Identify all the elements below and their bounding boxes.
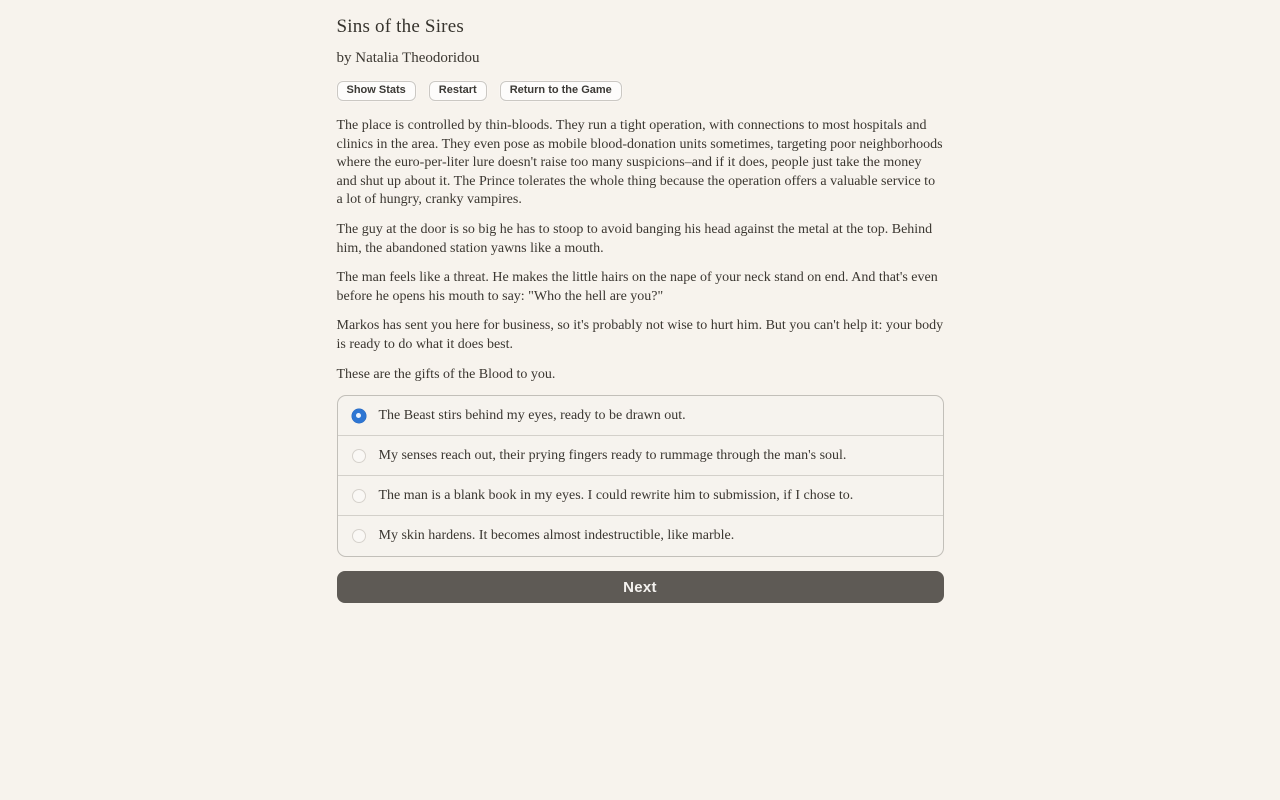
radio-button-icon[interactable] bbox=[352, 409, 366, 423]
radio-button-icon[interactable] bbox=[352, 489, 366, 503]
return-to-game-button[interactable]: Return to the Game bbox=[500, 81, 622, 101]
radio-button-icon[interactable] bbox=[352, 529, 366, 543]
restart-button[interactable]: Restart bbox=[429, 81, 487, 101]
story-paragraph: Markos has sent you here for business, so it's probably not wise to hurt him. But you can't help it: your body is ready to do what it does best. bbox=[336, 318, 944, 352]
story-paragraph: The man feels like a threat. He makes the little hairs on the nape of your neck stand on end. And that's even before he opens his mouth to say: "Who the hell are you?" bbox=[336, 270, 938, 304]
game-title: Sins of the Sires bbox=[336, 16, 464, 37]
choice-label: The Beast stirs behind my eyes, ready to be drawn out. bbox=[378, 407, 686, 423]
story-paragraph: The guy at the door is so big he has to stoop to avoid banging his head against the metal at the top. Behind him, the abandoned station yawns like a mouth. bbox=[336, 221, 933, 256]
story-text bbox=[337, 117, 944, 384]
choice-option[interactable] bbox=[338, 476, 943, 516]
choice-option[interactable] bbox=[338, 436, 943, 476]
choice-option[interactable] bbox=[338, 516, 943, 556]
game-page bbox=[337, 0, 944, 603]
radio-button-icon[interactable] bbox=[352, 449, 366, 463]
story-paragraph: These are the gifts of the Blood to you. bbox=[336, 366, 556, 382]
show-stats-button[interactable]: Show Stats bbox=[337, 81, 416, 101]
choice-label: My skin hardens. It becomes almost indestructible, like marble. bbox=[378, 528, 735, 544]
game-author: by Natalia Theodoridou bbox=[336, 50, 480, 66]
story-paragraph: The place is controlled by thin-bloods. They run a tight operation, with connections to most hospitals and clinics in the area. They even pose as mobile blood-donation units sometimes, targeting poor neighborhoods where the euro-per-liter lure doesn't raise too many suspicions–and if it does, people just take the money and shut up about it. The Prince tolerates the whole thing because the operation offers a valuable service to a lot of hungry, cranky vampires. bbox=[336, 118, 943, 208]
choice-panel bbox=[337, 395, 944, 557]
choice-label: My senses reach out, their prying fingers ready to rummage through the man's soul. bbox=[378, 447, 847, 463]
choice-label: The man is a blank book in my eyes. I could rewrite him to submission, if I chose to. bbox=[378, 487, 854, 503]
next-button[interactable]: Next bbox=[337, 571, 944, 603]
choice-option[interactable] bbox=[338, 396, 943, 436]
control-button-row bbox=[337, 81, 944, 101]
